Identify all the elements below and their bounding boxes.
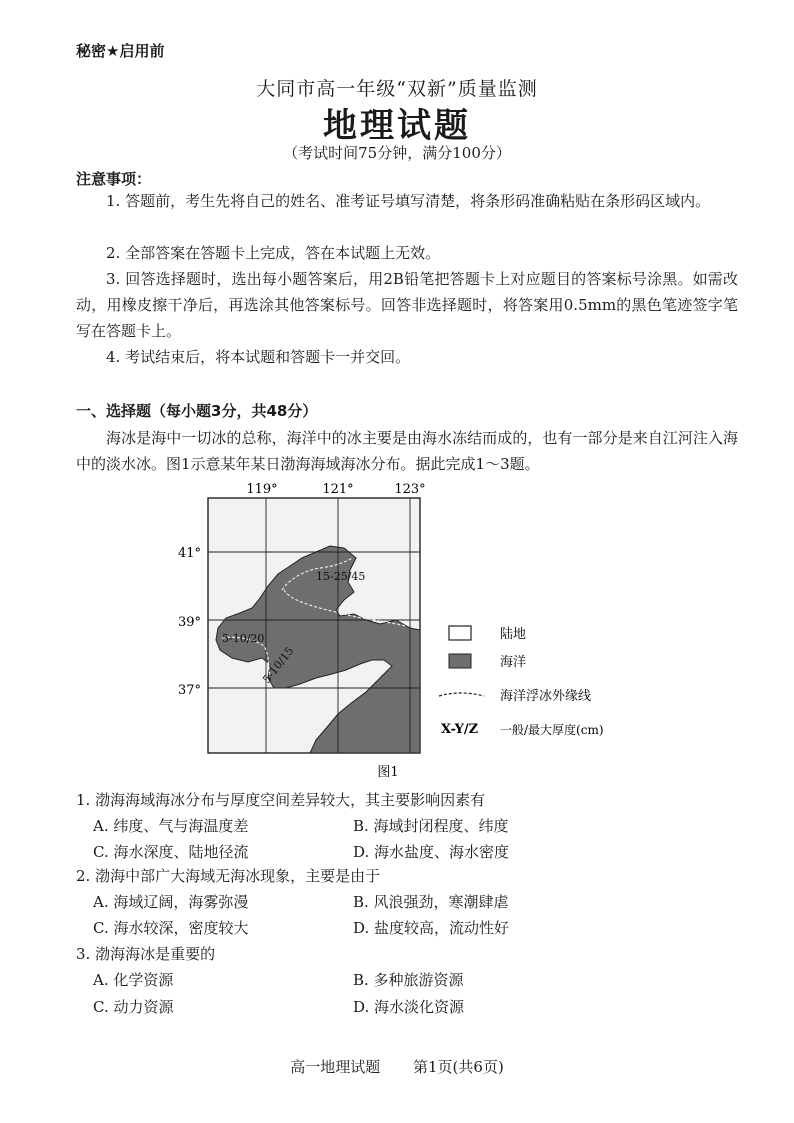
bohai-sea-ice-map — [160, 478, 640, 783]
question-3-option-b: B. 多种旅游资源 — [353, 971, 464, 989]
question-3-stem: 3. 渤海海冰是重要的 — [76, 945, 216, 963]
legend-thickness-label: 一般/最大厚度(cm) — [500, 723, 604, 737]
question-3-option-c: C. 动力资源 — [93, 998, 174, 1016]
notice-item-2: 2. 全部答案在答题卡上完成，答在本试题上无效。 — [106, 244, 441, 262]
legend-sea-label: 海洋 — [500, 655, 527, 670]
notice-item-1: 1. 答题前，考生先将自己的姓名、准考证号填写清楚，将条形码准确粘贴在条形码区域内。 — [106, 192, 711, 210]
exam-name: 大同市高一年级“双新”质量监测 — [256, 78, 538, 100]
question-2-stem: 2. 渤海中部广大海域无海冰现象，主要是由于 — [76, 867, 381, 885]
question-1-option-a: A. 纬度、气与海温度差 — [93, 817, 249, 835]
question-2-option-b: B. 风浪强劲，寒潮肆虐 — [353, 893, 509, 911]
lat-label: 39° — [178, 615, 202, 630]
section-intro: 海冰是海中一切冰的总称，海洋中的冰主要是由海水冻结而成的，也有一部分是来自江河注入海中的淡水冰。图1示意某年某日渤海海域海冰分布。据此完成1～3题。 — [76, 429, 738, 473]
footer-page-number: 第1页(共6页) — [413, 1058, 504, 1076]
lon-label: 119° — [246, 482, 278, 497]
question-2-option-a: A. 海域辽阔，海雾弥漫 — [93, 893, 249, 911]
ice-label: 15-25/45 — [316, 570, 366, 583]
notice-item-4: 4. 考试结束后，将本试题和答题卡一并交回。 — [106, 348, 411, 366]
figure-caption: 图1 — [377, 765, 399, 780]
section-heading: 一、选择题（每小题3分，共48分） — [76, 402, 318, 420]
exam-info: （考试时间75分钟，满分100分） — [283, 144, 511, 162]
confidential-label: 秘密★启用前 — [76, 42, 165, 60]
question-1-option-d: D. 海水盐度、海水密度 — [353, 843, 510, 861]
subject-title: 地理试题 — [323, 106, 471, 146]
legend-thickness-key: X-Y/Z — [441, 722, 479, 737]
lat-label: 41° — [178, 546, 202, 561]
legend-ice-edge-line — [439, 693, 484, 696]
question-2-option-c: C. 海水较深，密度较大 — [93, 919, 249, 937]
question-1-stem: 1. 渤海海域海冰分布与厚度空间差异较大，其主要影响因素有 — [76, 791, 486, 809]
lon-label: 121° — [322, 482, 354, 497]
question-3-option-d: D. 海水淡化资源 — [353, 998, 465, 1016]
lon-label: 123° — [394, 482, 426, 497]
lat-label: 37° — [178, 683, 202, 698]
legend-land-swatch — [449, 626, 471, 640]
legend-ice-edge-label: 海洋浮冰外缘线 — [500, 689, 592, 704]
footer-subject: 高一地理试题 — [290, 1058, 381, 1076]
ice-label: 5-10/15 — [260, 644, 297, 686]
legend-sea-swatch — [449, 654, 471, 668]
page-footer — [0, 1056, 794, 1077]
notice-heading: 注意事项： — [76, 170, 152, 188]
ice-label: 5-10/20 — [222, 632, 265, 645]
question-3-option-a: A. 化学资源 — [93, 971, 174, 989]
question-1-option-b: B. 海域封闭程度、纬度 — [353, 817, 509, 835]
notice-item-3: 3. 回答选择题时，选出每小题答案后，用2B铅笔把答题卡上对应题目的答案标号涂黑。如需改动，用橡皮擦干净后，再选涂其他答案标号。回答非选择题时，将答案用0.5mm的黑色笔迹签字笔写在答题卡上。 — [76, 270, 738, 340]
question-2-option-d: D. 盐度较高，流动性好 — [353, 919, 510, 937]
question-1-option-c: C. 海水深度、陆地径流 — [93, 843, 249, 861]
legend-land-label: 陆地 — [500, 627, 527, 642]
